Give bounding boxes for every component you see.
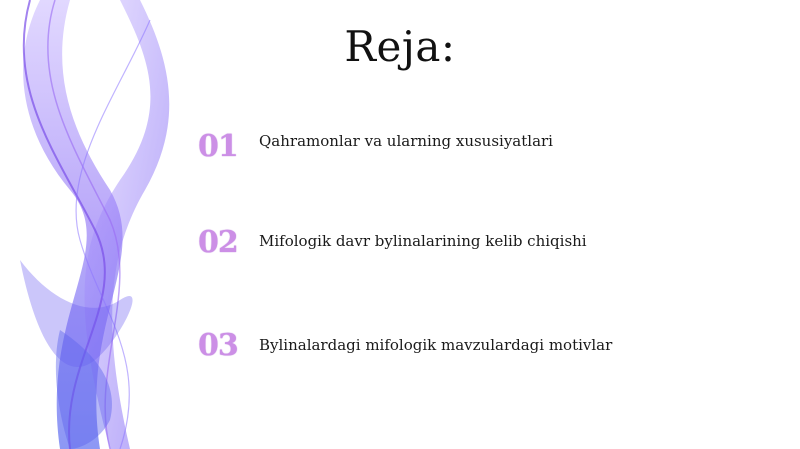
agenda-item-3 (198, 323, 612, 367)
agenda-number-1: 01 (198, 128, 238, 164)
agenda-text-1: Qahramonlar va ularning xususiyatlari (259, 132, 553, 150)
agenda-text-3: Bylinalardagi mifologik mavzulardagi motivlar (259, 336, 613, 354)
agenda-item-1 (198, 124, 553, 168)
agenda-item-2 (198, 220, 587, 264)
slide-title: Reja: (344, 22, 456, 71)
agenda-number-3: 03 (198, 327, 238, 363)
agenda-text-2: Mifologik davr bylinalarining kelib chiqishi (259, 232, 587, 250)
agenda-number-2: 02 (198, 224, 238, 260)
